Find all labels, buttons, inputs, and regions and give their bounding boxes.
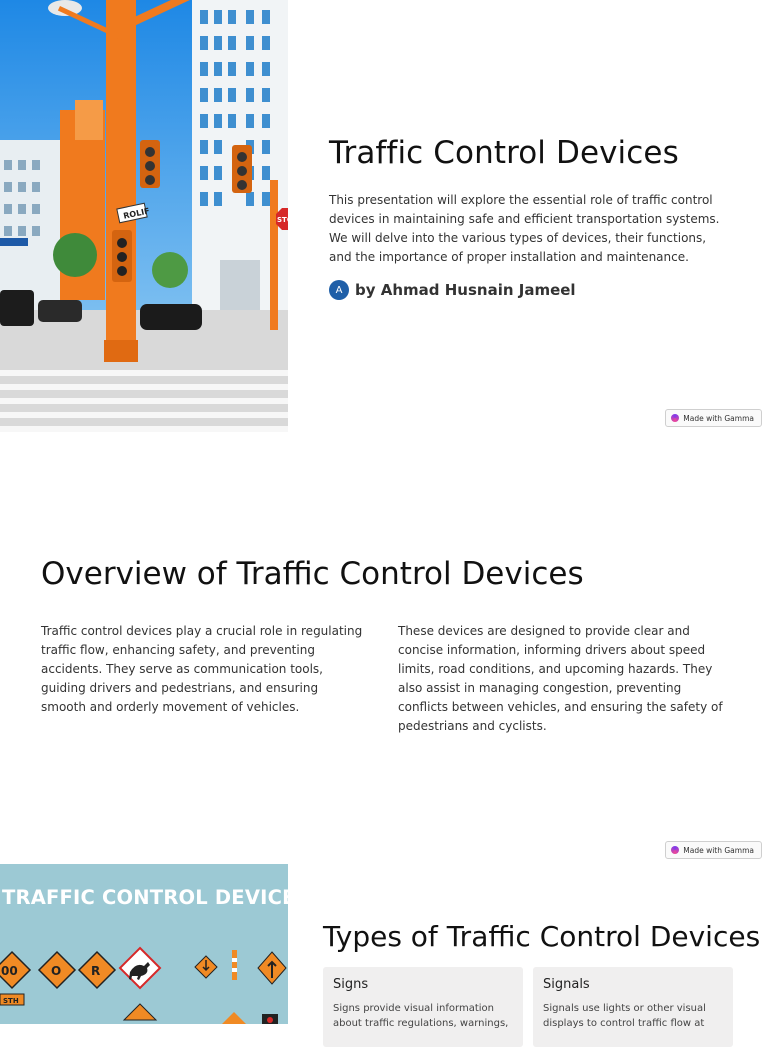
card-body: Signals use lights or other visual displays to control traffic flow at [543,1003,706,1029]
slide-title: Traffic Control Devices [329,135,679,171]
warning-sign-icon [39,952,75,988]
slide-title: Overview of Traffic Control Devices [41,556,584,592]
badge-label: Made with Gamma [683,845,754,855]
slide-title: Types of Traffic Control Devices [323,920,761,953]
card-body: Signs provide visual information about traffic regulations, warnings, [333,1003,509,1029]
overview-left-paragraph: Traffic control devices play a crucial role in regulating traffic flow, enhancing safety, and preventing accidents. They serve as communication tools, guiding drivers and pedestrians, and ensuring smooth and orderly movement of vehicles. [41,624,363,714]
made-with-gamma-badge[interactable] [665,409,762,427]
card-signals [533,967,733,1047]
avatar: A [329,280,349,300]
warning-sign-icon [0,952,30,988]
warning-sign-icon [79,952,115,988]
overview-right-paragraph: These devices are designed to provide clear and concise information, informing drivers about speed limits, road conditions, and upcoming hazards. They also assist in managing congestion, preventing conflicts between vehicles, and ensuring the safety of pedestrians and cyclists. [398,624,723,733]
card-title: Signs [333,977,369,992]
author-line [329,280,576,300]
up-arrow-sign-icon [258,952,286,984]
card-title: Signals [543,977,590,992]
title-slide [0,0,768,432]
traffic-devices-infographic [0,864,310,1024]
svg-text:O: O [51,964,62,978]
types-slide [0,864,768,1029]
overview-slide [0,432,768,864]
stop-sign-text: STO [277,216,293,224]
down-arrow-sign-icon [195,956,217,978]
author-name: by Ahmad Husnain Jameel [355,281,576,299]
sign-plate-text: STH [3,997,19,1005]
svg-text:R: R [91,964,101,978]
intro-paragraph: This presentation will explore the essential role of traffic control devices in maintaining safe and efficient transportation systems. We will delve into the various types of devices, their functions, and the importance of proper installation and maintenance. [329,193,720,264]
svg-text:00: 00 [1,964,18,978]
animal-crossing-sign-icon [120,948,160,988]
gamma-logo-icon [671,414,679,422]
traffic-cone-icon [232,950,237,980]
gamma-logo-icon [671,846,679,854]
card-signs [323,967,523,1047]
traffic-intersection-photo [0,0,293,432]
street-sign-text: ROLIF [122,206,151,221]
infographic-title: TRAFFIC CONTROL DEVICES [2,886,310,909]
made-with-gamma-badge[interactable] [665,841,762,859]
badge-label: Made with Gamma [683,413,754,423]
